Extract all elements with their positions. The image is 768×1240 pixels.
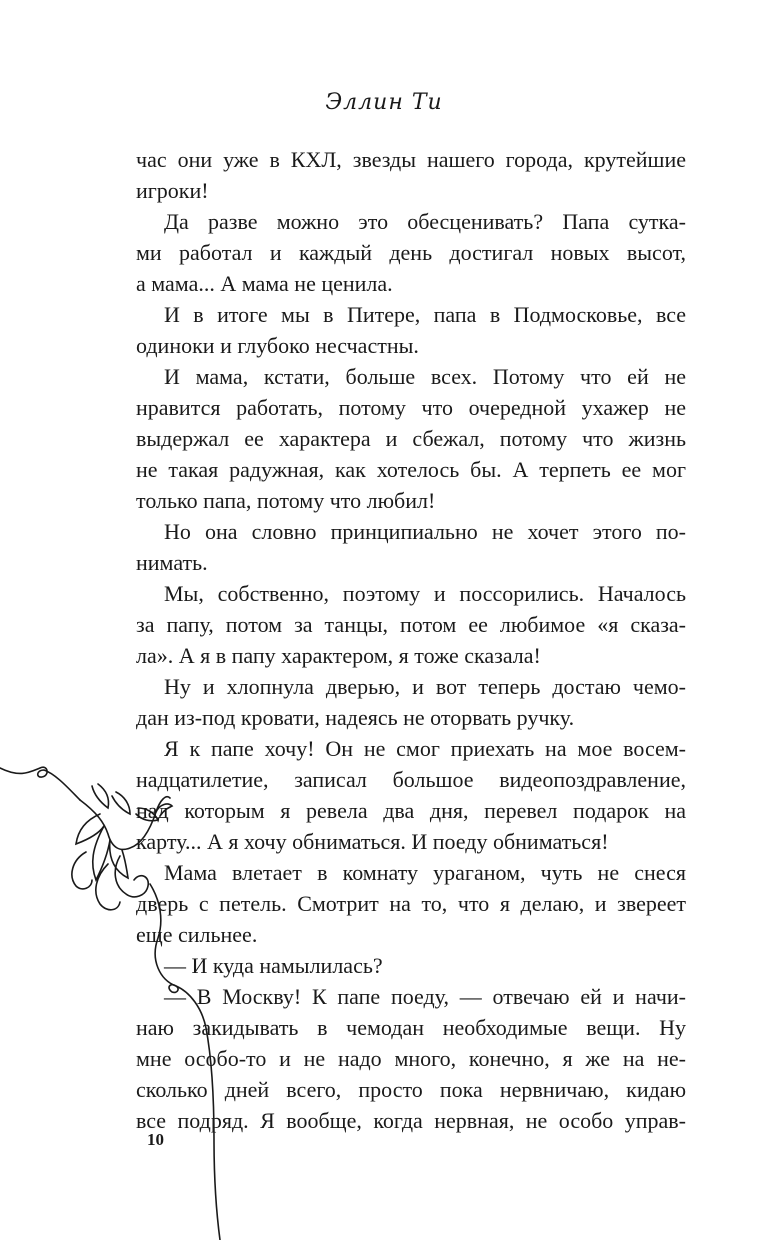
text-line: над которым я ревела два дня, перевел подарок на bbox=[136, 798, 686, 823]
text-line: — И куда намылилась? bbox=[164, 953, 383, 978]
text-line: Я к папе хочу! Он не смог приехать на мое восем- bbox=[164, 736, 686, 761]
text-line: не такая радужная, как хотелось бы. А терпеть ее мог bbox=[136, 457, 686, 482]
text-line: И мама, кстати, больше всех. Потому что ей не bbox=[164, 364, 686, 389]
text-line: карту... А я хочу обниматься. И поеду обниматься! bbox=[136, 829, 609, 854]
text-line: игроки! bbox=[136, 178, 209, 203]
text-line: наю закидывать в чемодан необходимые вещи. Ну bbox=[136, 1015, 686, 1040]
text-line: Мама влетает в комнату ураганом, чуть не снеся bbox=[164, 860, 686, 885]
text-line: дан из-под кровати, надеясь не оторвать ручку. bbox=[136, 705, 575, 730]
text-line: И в итоге мы в Питере, папа в Подмосковье, все bbox=[164, 302, 686, 327]
text-line: нимать. bbox=[136, 550, 208, 575]
text-line: одиноки и глубоко несчастны. bbox=[136, 333, 419, 358]
text-line: Да разве можно это обесценивать? Папа сутка- bbox=[164, 209, 686, 234]
text-line: час они уже в КХЛ, звезды нашего города, крутейшие bbox=[136, 147, 686, 172]
text-line: — В Москву! К папе поеду, — отвечаю ей и начи- bbox=[164, 984, 686, 1009]
text-line: сколько дней всего, просто пока нервничаю, кидаю bbox=[136, 1077, 686, 1102]
phoenix-ornament bbox=[0, 760, 240, 1240]
text-line: дверь с петель. Смотрит на то, что я делаю, и звереет bbox=[136, 891, 686, 916]
text-line: а мама... А мама не ценила. bbox=[136, 271, 393, 296]
text-line: еще сильнее. bbox=[136, 922, 258, 947]
text-line: нравится работать, потому что очередной ухажер не bbox=[136, 395, 686, 420]
text-line: Мы, собственно, поэтому и поссорились. Началось bbox=[164, 581, 686, 606]
running-head-author: Эллин Ти bbox=[325, 90, 443, 115]
text-line: ми работал и каждый день достигал новых высот, bbox=[136, 240, 686, 265]
text-line: за папу, потом за танцы, потом ее любимое «я сказа- bbox=[136, 612, 686, 637]
text-line: все подряд. Я вообще, когда нервная, не особо управ- bbox=[136, 1108, 686, 1133]
page-number: 10 bbox=[147, 1130, 164, 1149]
text-line: Но она словно принципиально не хочет этого по- bbox=[164, 519, 686, 544]
text-line: мне особо-то и не надо много, конечно, я же на не- bbox=[136, 1046, 686, 1071]
text-line: только папа, потому что любил! bbox=[136, 488, 436, 513]
text-line: ла». А я в папу характером, я тоже сказала! bbox=[136, 643, 541, 668]
text-line: выдержал ее характера и сбежал, потому что жизнь bbox=[136, 426, 686, 451]
text-line: Ну и хлопнула дверью, и вот теперь достаю чемо- bbox=[164, 674, 686, 699]
text-line: надцатилетие, записал большое видеопоздравление, bbox=[136, 767, 686, 792]
